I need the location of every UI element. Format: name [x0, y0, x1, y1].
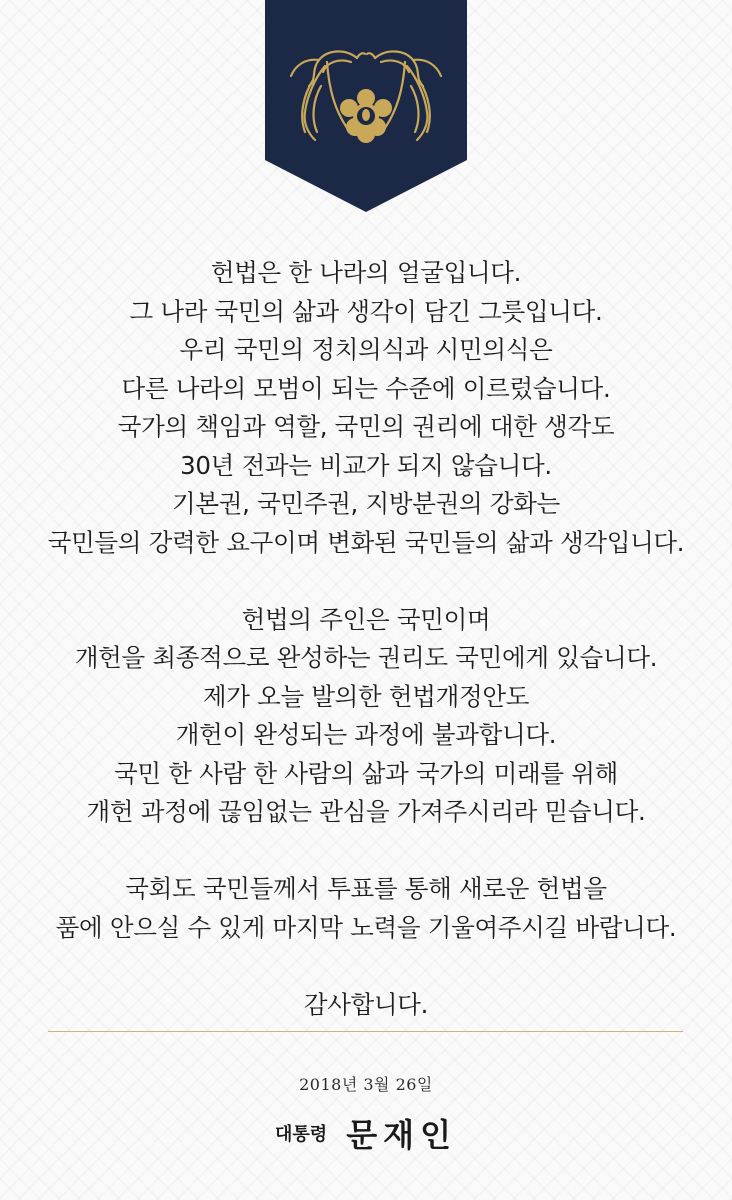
signer-title: 대통령	[274, 1124, 328, 1145]
gold-divider	[48, 1031, 683, 1032]
paragraph-spacer	[0, 562, 732, 601]
address-date: 2018년 3월 26일	[299, 1075, 433, 1094]
message-closing	[0, 986, 732, 1025]
message-line: 30년 전과는 비교가 되지 않습니다.	[180, 450, 552, 480]
message-line: 품에 안으실 수 있게 마지막 노력을 기울여주시길 바랍니다.	[55, 912, 677, 942]
message-paragraph-3	[0, 870, 732, 947]
message-line: 개헌을 최종적으로 완성하는 권리도 국민에게 있습니다.	[74, 643, 658, 672]
message-paragraph-1	[0, 254, 732, 562]
message-line: 우리 국민의 정치의식과 시민의식은	[179, 335, 553, 364]
message-paragraph-2	[0, 601, 732, 832]
message-line: 개헌 과정에 끊임없는 관심을 가져주시리라 믿습니다.	[86, 797, 646, 826]
address-message	[0, 254, 732, 1024]
message-line: 제가 오늘 발의한 헌법개정안도	[202, 681, 530, 711]
signer-name: 문재인	[346, 1116, 457, 1154]
message-line: 다른 나라의 모범이 되는 수준에 이르렀습니다.	[121, 373, 611, 403]
closing-line: 감사합니다.	[303, 989, 429, 1019]
paragraph-spacer	[0, 947, 732, 986]
message-line: 기본권, 국민주권, 지방분권의 강화는	[172, 489, 560, 518]
message-line: 개헌이 완성되는 과정에 불과합니다.	[175, 720, 557, 749]
signature-block	[0, 1110, 732, 1156]
phoenix-mugunghwa-emblem-icon	[265, 0, 467, 212]
message-line: 그 나라 국민의 삶과 생각이 담긴 그릇입니다.	[129, 296, 603, 326]
message-line: 국회도 국민들께서 투표를 통해 새로운 헌법을	[125, 874, 607, 903]
message-line: 국민들의 강력한 요구이며 변화된 국민들의 삶과 생각입니다.	[47, 527, 685, 557]
emblem-banner	[265, 0, 467, 212]
message-line: 헌법은 한 나라의 얼굴입니다.	[210, 258, 522, 287]
message-line: 국민 한 사람 한 사람의 삶과 국가의 미래를 위해	[114, 758, 618, 788]
message-line: 헌법의 주인은 국민이며	[241, 604, 491, 634]
paragraph-spacer	[0, 832, 732, 871]
message-line: 국가의 책임과 역할, 국민의 권리에 대한 생각도	[117, 412, 615, 441]
